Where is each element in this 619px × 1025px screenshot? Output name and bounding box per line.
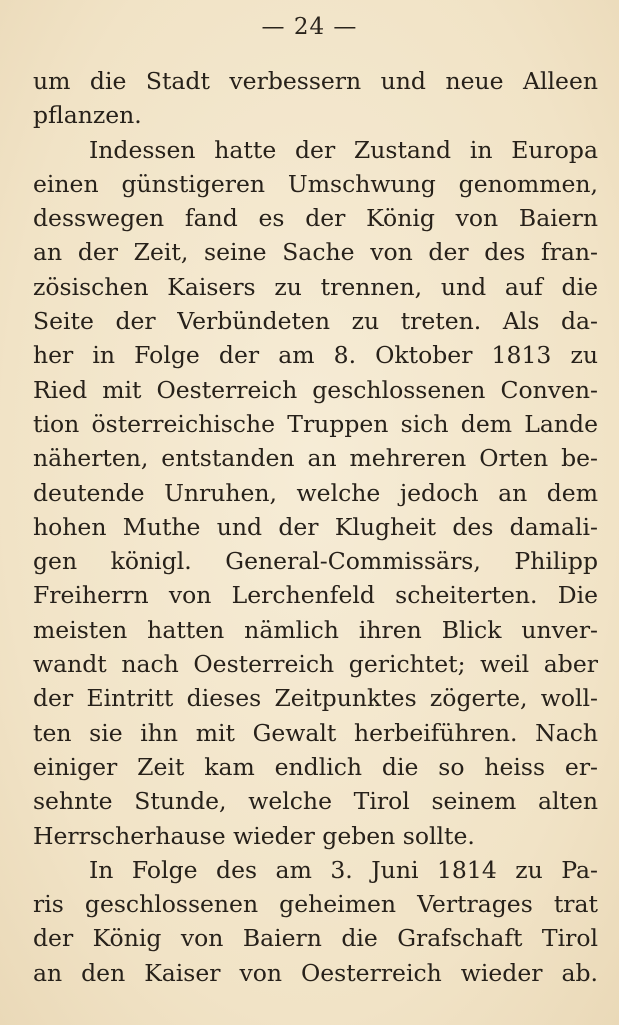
text-line: gen königl. General-Commissärs, Philipp: [33, 547, 598, 576]
text-line: Indessen hatte der Zustand in Europa: [89, 135, 598, 164]
text-line: Seite der Verbündeten zu treten. Als da-: [33, 307, 598, 336]
text-line: sehnte Stunde, welche Tirol seinem alten: [33, 787, 598, 816]
text-line: desswegen fand es der König von Baiern: [33, 204, 598, 233]
text-line: um die Stadt verbessern und neue Alleen: [33, 67, 598, 95]
text-line: tion österreichische Truppen sich dem Lande: [33, 409, 598, 438]
text-line: der König von Baiern die Grafschaft Tirol: [33, 924, 598, 953]
text-line: Ried mit Oesterreich geschlossenen Conven-: [33, 375, 598, 404]
text-line: wandt nach Oesterreich gerichtet; weil aber: [33, 650, 598, 679]
text-line: pflanzen.: [33, 101, 142, 130]
text-line: ten sie ihn mit Gewalt herbeiführen. Nach: [33, 718, 598, 747]
text-line: Freiherrn von Lerchenfeld scheiterten. Die: [33, 581, 598, 610]
body-text: [33, 64, 598, 990]
page-number: — 24 —: [261, 14, 358, 40]
text-line: zösischen Kaisers zu trennen, und auf die: [33, 272, 598, 301]
text-line: einiger Zeit kam endlich die so heiss er-: [33, 752, 598, 781]
text-line: ris geschlossenen geheimen Vertrages trat: [33, 890, 598, 919]
text-line: her in Folge der am 8. Oktober 1813 zu: [33, 341, 598, 370]
text-line: einen günstigeren Umschwung genommen,: [33, 169, 598, 198]
text-line: der Eintritt dieses Zeitpunktes zögerte, woll-: [33, 684, 598, 713]
text-line: meisten hatten nämlich ihren Blick unver-: [33, 615, 598, 644]
text-line: deutende Unruhen, welche jedoch an dem: [33, 478, 598, 507]
text-line: In Folge des am 3. Juni 1814 zu Pa-: [89, 855, 598, 884]
text-line: näherten, entstanden an mehreren Orten be-: [33, 444, 598, 473]
text-line: Herrscherhause wieder geben sollte.: [33, 821, 475, 850]
text-line: an der Zeit, seine Sache von der des fran-: [33, 238, 598, 267]
text-line: an den Kaiser von Oesterreich wieder ab.: [33, 958, 598, 987]
text-line: hohen Muthe und der Klugheit des damali-: [33, 512, 598, 541]
